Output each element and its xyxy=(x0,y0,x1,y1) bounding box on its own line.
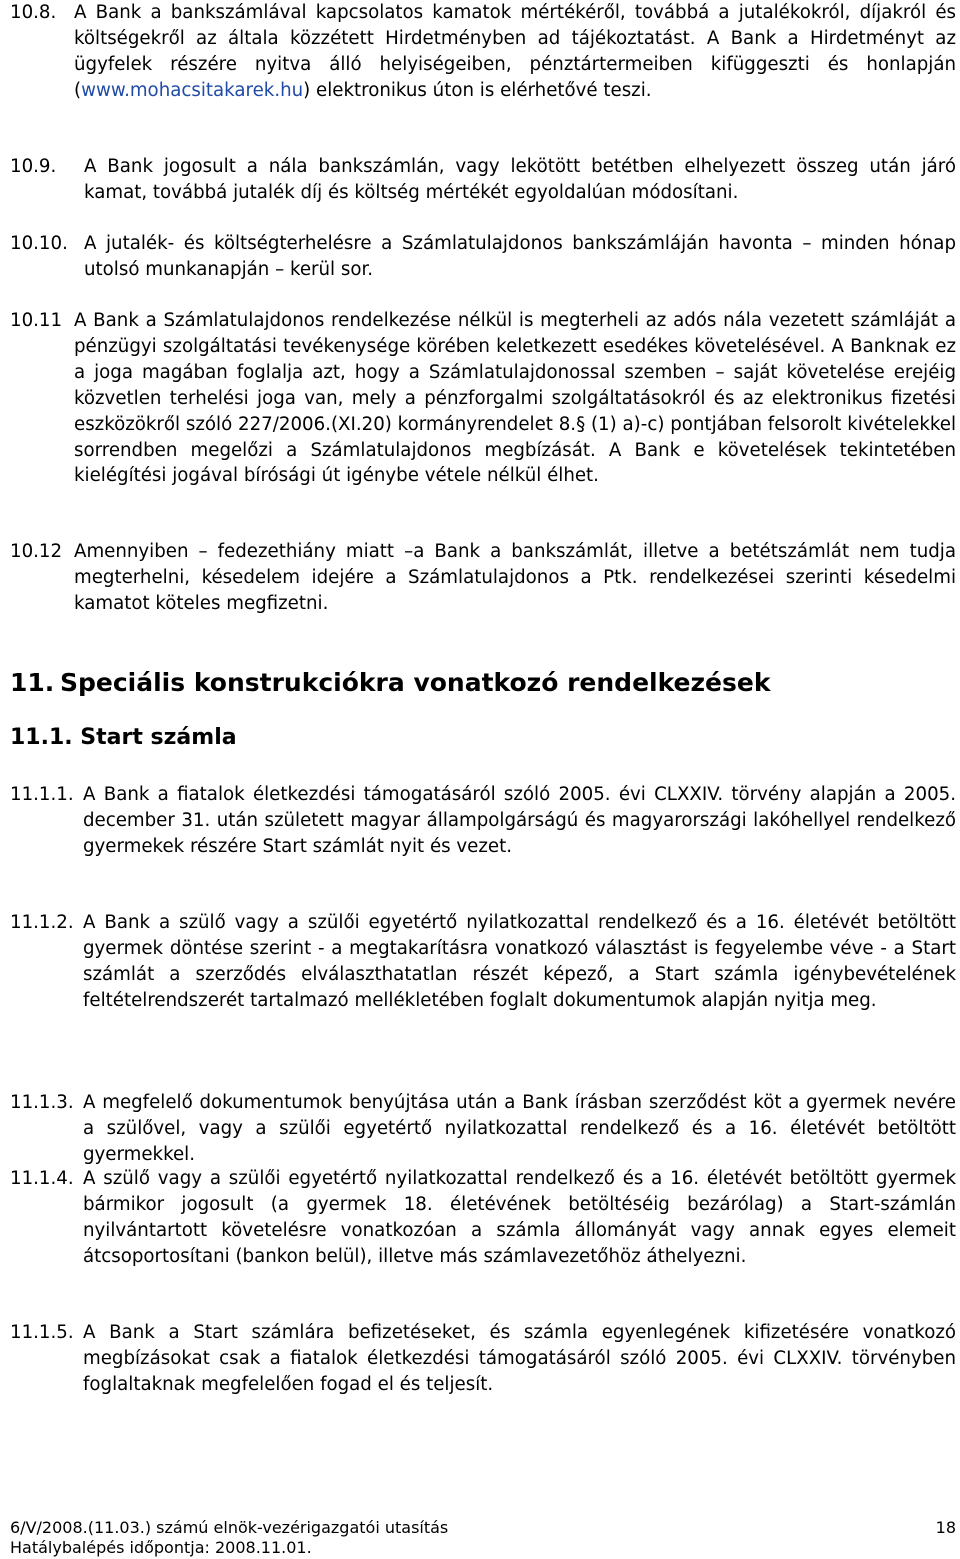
paragraph-text: A Bank a fiatalok életkezdési támogatásáról szóló 2005. évi CLXXIV. törvény alapján a 2005. december 31. után született magyar állampolgárságú és magyarországi lakóhellyel rendelkező gyermekek részére Start számlát nyit és vezet. xyxy=(83,784,956,857)
footer-line xyxy=(10,1518,956,1538)
paragraph-number: 11.1.1. xyxy=(10,784,74,805)
paragraph-10-9 xyxy=(10,154,956,206)
paragraph-10-10 xyxy=(10,231,956,283)
paragraph-10-12 xyxy=(10,539,956,617)
paragraph-11-1-2 xyxy=(10,910,956,1014)
paragraph-number: 11.1.4. xyxy=(10,1168,74,1189)
document-reference: 6/V/2008.(11.03.) számú elnök-vezérigazgatói utasítás xyxy=(10,1518,449,1537)
paragraph-10-8 xyxy=(10,0,956,104)
paragraph-number: 10.9. xyxy=(10,156,57,177)
paragraph-number: 10.11 xyxy=(10,310,63,331)
paragraph-number: 10.12 xyxy=(10,541,63,562)
page-number: 18 xyxy=(935,1518,956,1537)
paragraph-number: 10.10. xyxy=(10,233,68,254)
paragraph-text: A Bank jogosult a nála bankszámlán, vagy lekötött betétben elhelyezett összeg után járó kamat, továbbá jutalék díj és költség mértékét egyoldalúan módosítani. xyxy=(84,156,956,203)
paragraph-text: A Bank a Számlatulajdonos rendelkezése nélkül is megterheli az adós nála vezetett számláját a pénzügyi szolgáltatási tevékenysége körében keletkezett esedékes követelésével. A Banknak ez a joga magában foglalja azt, hogy a Számlatulajdonossal szemben – saját követelése erejéig közvetlen terhelési joga van, mely a pénzforgalmi szolgáltatásokról és az elektronikus fizetési eszközökről szóló 227/2006.(XI.20) kormányrendelet 8.§ (1) a)-c) pontjában felsorolt kivételekkel sorrendben megelőzi a Számlatulajdonos megbízását. A Bank e követelések tekintetében kielégítési jogával bírósági út igénybe vétele nélkül élhet. xyxy=(74,310,956,487)
paragraph-10-11 xyxy=(10,308,956,489)
paragraph-text xyxy=(74,0,956,104)
paragraph-11-1-4 xyxy=(10,1166,956,1270)
paragraph-11-1-3 xyxy=(10,1090,956,1168)
paragraph-text: A szülő vagy a szülői egyetértő nyilatkozattal rendelkező és a 16. életévét betöltött gyermek bármikor jogosult (a gyermek 18. életévének betöltéséig bezárólag) a Start-számlán nyilvántartott követelésre vonatkozóan a számla állományát vagy annak egyes elemeit átcsoportosítani (bankon belül), illetve más számlavezetőhöz áthelyezni. xyxy=(83,1168,956,1267)
paragraph-text: A jutalék- és költségterhelésre a Számlatulajdonos bankszámláján havonta – minden hónap utolsó munkanapján – kerül sor. xyxy=(84,233,956,280)
section-number: 11. xyxy=(10,668,55,697)
page-footer xyxy=(10,1518,956,1558)
paragraph-number: 10.8. xyxy=(10,2,57,23)
paragraph-number: 11.1.5. xyxy=(10,1322,74,1343)
paragraph-text: A Bank a Start számlára befizetéseket, és számla egyenlegének kifizetésére vonatkozó megbízásokat csak a fiatalok életkezdési támogatásáról szóló 2005. évi CLXXIV. törvényben foglaltaknak megfelelően fogad el és teljesít. xyxy=(83,1322,956,1395)
paragraph-text: Amennyiben – fedezethiány miatt –a Bank a bankszámlát, illetve a betétszámlát nem tudja megterhelni, késedelem idejére a Számlatulajdonos a Ptk. rendelkezései szerinti késedelmi kamatot köteles megfizetni. xyxy=(74,541,956,614)
paragraph-text-part: ) elektronikus úton is elérhetővé teszi. xyxy=(303,79,652,101)
paragraph-text: A megfelelő dokumentumok benyújtása után a Bank írásban szerződést köt a gyermek nevére a szülővel, vagy a szülői egyetértő nyilatkozattal rendelkező és a 16. életévét betöltött gyermekkel. xyxy=(83,1092,956,1165)
section-title: Speciális konstrukciókra vonatkozó rendelkezések xyxy=(60,668,771,697)
paragraph-text: A Bank a szülő vagy a szülői egyetértő nyilatkozattal rendelkező és a 16. életévét betöltött gyermek döntése szerint - a megtakarításra vonatkozó választást is fegyelembe véve - a Start számlát a szerződés elválaszthatatlan részét képező, a Start számla igénybevételének feltételrendszerét tartalmazó mellékletében foglalt dokumentumok alapján nyitja meg. xyxy=(83,912,956,1011)
paragraph-number: 11.1.3. xyxy=(10,1092,74,1113)
paragraph-number: 11.1.2. xyxy=(10,912,74,933)
paragraph-text-part: A Bank a bankszámlával kapcsolatos kamatok mértékéről, továbbá a jutalékokról, díjakról és költségekről az általa közzétett Hirdetményben ad tájékoztatást. A Bank a Hirdetményt az ügyfelek részére nyitva álló helyiségeiben, pénztártermeiben kifüggeszti és honlapján ( xyxy=(74,2,956,101)
footer-line xyxy=(10,1538,956,1558)
paragraph-11-1-1 xyxy=(10,782,956,860)
section-heading-11 xyxy=(10,668,770,698)
website-link[interactable]: www.mohacsitakarek.hu xyxy=(81,79,304,101)
subsection-heading-11-1: 11.1. Start számla xyxy=(10,725,237,750)
effective-date: Hatálybalépés időpontja: 2008.11.01. xyxy=(10,1538,312,1557)
paragraph-11-1-5 xyxy=(10,1320,956,1398)
